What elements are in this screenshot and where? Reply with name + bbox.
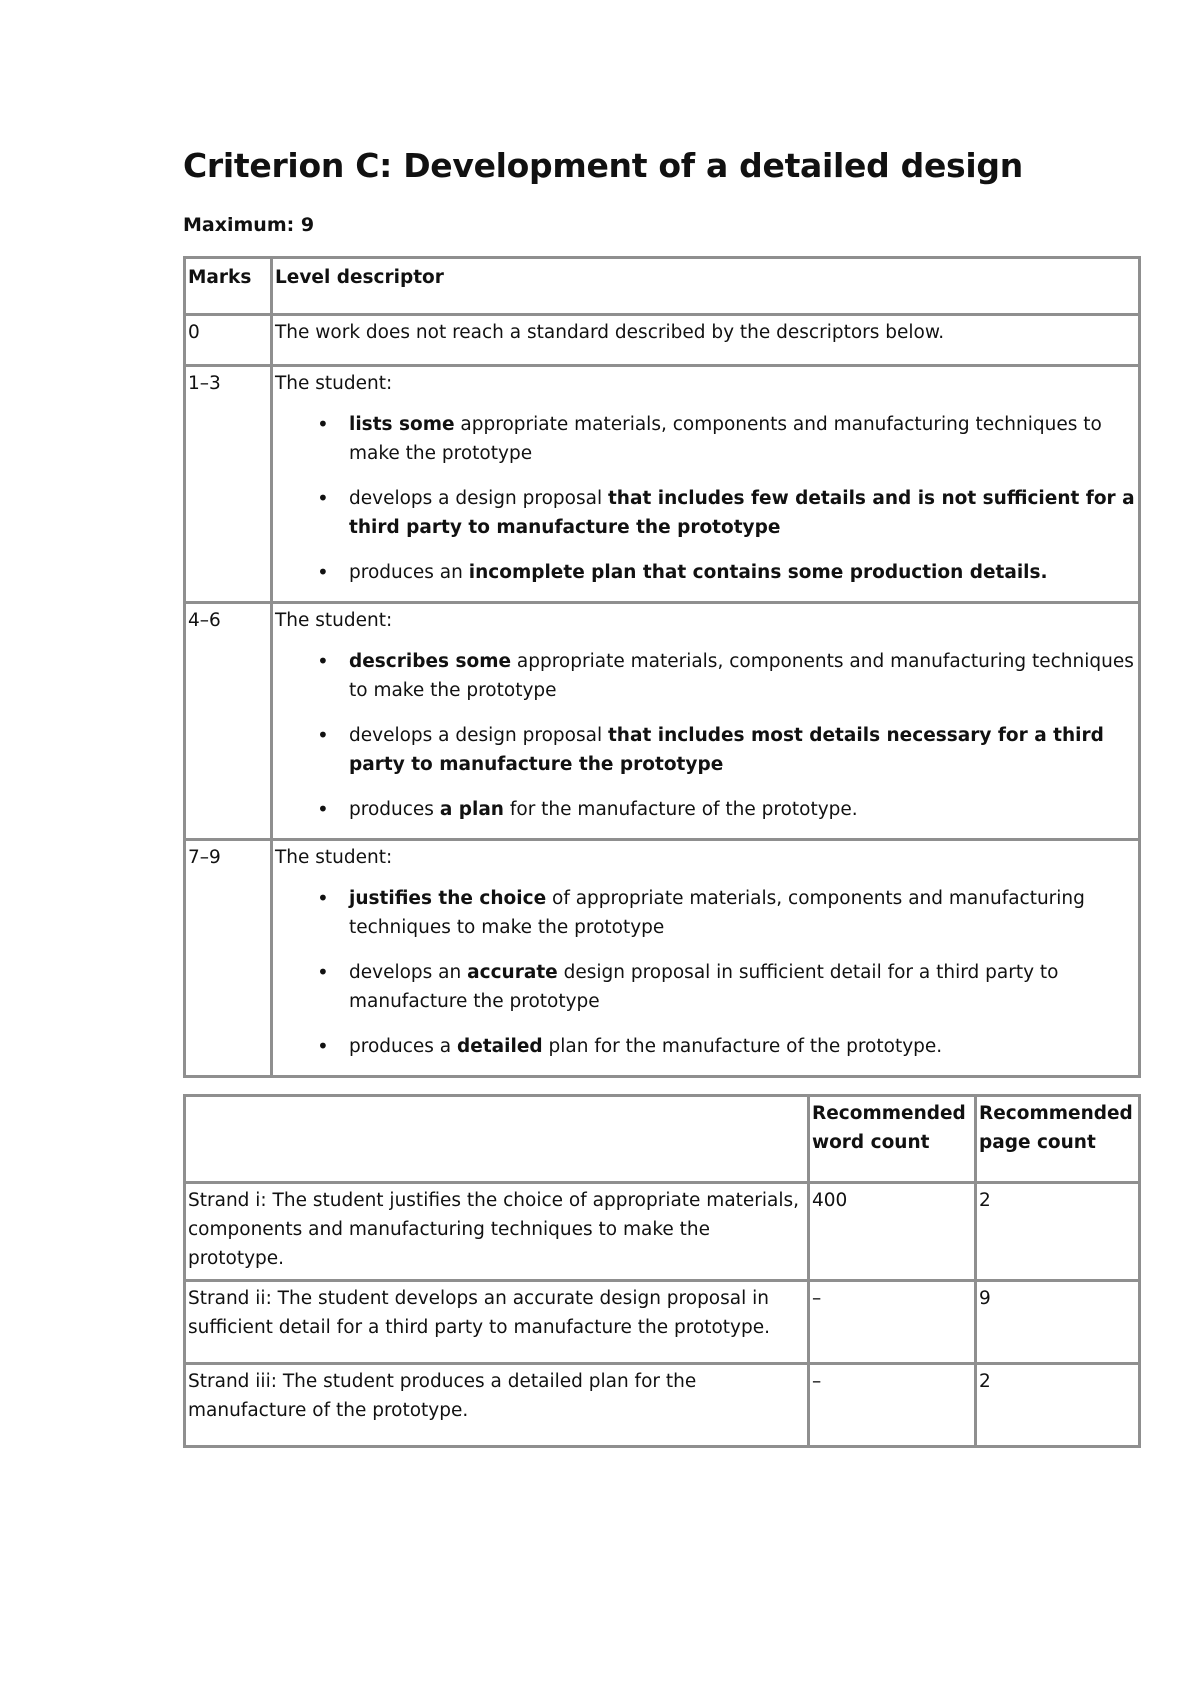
plain-text: of appropriate materials, components and manufacturing techniques to make the prototype (349, 888, 1085, 938)
table-row (185, 603, 1140, 840)
plain-text: produces an (349, 562, 469, 583)
table-row (185, 1183, 1140, 1281)
table-row (185, 1281, 1140, 1364)
marks-cell: 0 (185, 315, 272, 366)
list-item (349, 1032, 1136, 1061)
plain-text: develops a design proposal (349, 488, 608, 509)
level-descriptor-table (183, 256, 1141, 1078)
plain-text: plan for the manufacture of the prototype. (542, 1036, 943, 1057)
descriptor-list (275, 884, 1136, 1061)
strand-cell: Strand iii: The student produces a detailed plan for the manufacture of the prototype. (185, 1364, 809, 1447)
table-row (185, 366, 1140, 603)
word-count-cell: – (809, 1281, 976, 1364)
table-row (185, 315, 1140, 366)
list-item (349, 558, 1136, 587)
table-row (185, 840, 1140, 1077)
plain-text: produces (349, 799, 440, 820)
list-item (349, 721, 1136, 779)
emphasis-text: detailed (457, 1036, 543, 1057)
strand-cell: Strand i: The student justifies the choice of appropriate materials, components and manufacturing techniques to make the prototype. (185, 1183, 809, 1281)
descriptor-lead: The student: (275, 373, 393, 394)
marks-cell: 7–9 (185, 840, 272, 1077)
plain-text: develops an (349, 962, 468, 983)
emphasis-text: that includes most details necessary for a third party to manufacture the prototype (349, 725, 1104, 775)
strand-cell: Strand ii: The student develops an accurate design proposal in sufficient detail for a third party to manufacture the prototype. (185, 1281, 809, 1364)
emphasis-text: describes some (349, 651, 512, 672)
plain-text: produces a (349, 1036, 458, 1057)
header-page-count: Recommended page count (976, 1096, 1140, 1183)
plain-text: design proposal in sufficient detail for a third party to manufacture the prototype (349, 962, 1059, 1012)
table-header-row (185, 1096, 1140, 1183)
marks-cell: 4–6 (185, 603, 272, 840)
emphasis-text: that includes few details and is not sufficient for a third party to manufacture the prototype (349, 488, 1135, 538)
emphasis-text: accurate (467, 962, 558, 983)
strand-count-table (183, 1094, 1141, 1448)
list-item (349, 484, 1136, 542)
header-blank (185, 1096, 809, 1183)
list-item (349, 795, 1136, 824)
emphasis-text: justifies the choice (349, 888, 547, 909)
plain-text: appropriate materials, components and manufacturing techniques to make the prototype (349, 651, 1134, 701)
header-word-count: Recommended word count (809, 1096, 976, 1183)
descriptor-list (275, 410, 1136, 587)
page-count-cell: 2 (976, 1183, 1140, 1281)
list-item (349, 410, 1136, 468)
page-count-cell: 9 (976, 1281, 1140, 1364)
descriptor-lead: The student: (275, 847, 393, 868)
descriptor-cell (272, 840, 1140, 1077)
table-header-row (185, 258, 1140, 315)
emphasis-text: a plan (439, 799, 504, 820)
emphasis-text: lists some (349, 414, 455, 435)
descriptor-cell: The work does not reach a standard described by the descriptors below. (272, 315, 1140, 366)
descriptor-lead: The student: (275, 610, 393, 631)
plain-text: develops a design proposal (349, 725, 608, 746)
header-level-descriptor: Level descriptor (272, 258, 1140, 315)
list-item (349, 884, 1136, 942)
page-title: Criterion C: Development of a detailed design (183, 146, 1023, 185)
descriptor-cell (272, 603, 1140, 840)
maximum-marks: Maximum: 9 (183, 214, 315, 236)
page-count-cell: 2 (976, 1364, 1140, 1447)
list-item (349, 647, 1136, 705)
table-row (185, 1364, 1140, 1447)
descriptor-cell (272, 366, 1140, 603)
word-count-cell: – (809, 1364, 976, 1447)
plain-text: for the manufacture of the prototype. (503, 799, 858, 820)
word-count-cell: 400 (809, 1183, 976, 1281)
list-item (349, 958, 1136, 1016)
emphasis-text: incomplete plan that contains some production details. (468, 562, 1048, 583)
descriptor-list (275, 647, 1136, 824)
plain-text: appropriate materials, components and manufacturing techniques to make the prototype (349, 414, 1102, 464)
header-marks: Marks (185, 258, 272, 315)
marks-cell: 1–3 (185, 366, 272, 603)
